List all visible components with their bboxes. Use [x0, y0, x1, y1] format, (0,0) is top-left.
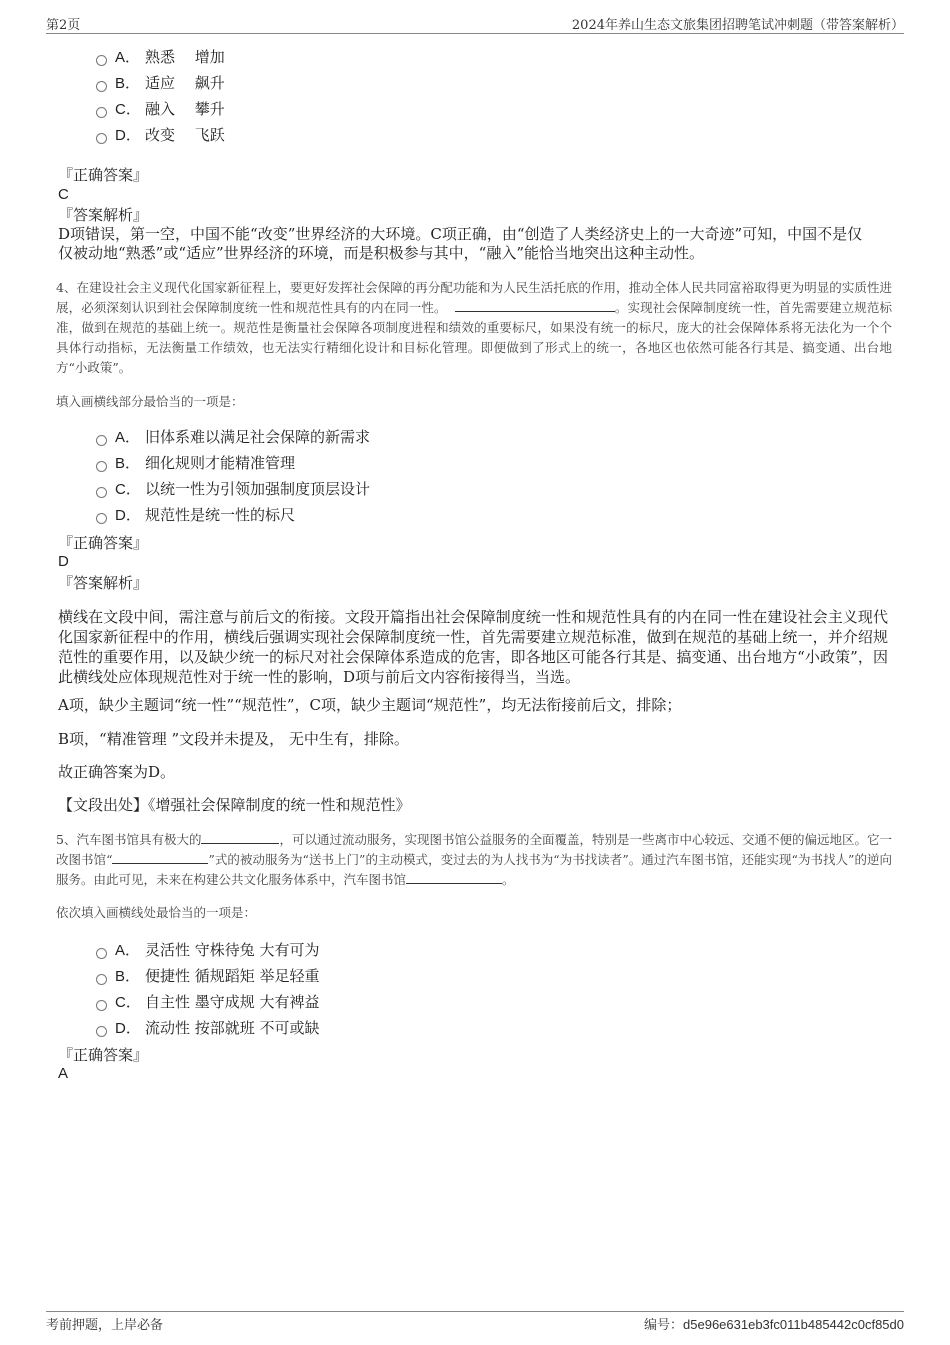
q4-analysis-para-2: A项，缺少主题词“统一性”“规范性”，C项，缺少主题词“规范性”，均无法衔接前后文，排除； — [58, 696, 682, 714]
header-divider — [46, 33, 904, 34]
page-header — [0, 0, 950, 34]
radio-icon[interactable] — [96, 974, 107, 985]
radio-icon[interactable] — [96, 1026, 107, 1037]
q5-option-a[interactable]: A． 灵活性 守株待兔 大有可为 — [96, 937, 320, 963]
fill-blank — [112, 851, 208, 864]
q5-option-b[interactable]: B． 便捷性 循规蹈矩 举足轻重 — [96, 963, 320, 989]
q4-analysis-para-4: 故正确答案为D。 — [58, 763, 176, 781]
q5-stem: 5、汽车图书馆具有极大的 ，可以通过流动服务，实现图书馆公益服务的全面覆盖，特别是一些离市中心较远、交通不便的偏远地区。它一改图书馆“ ”式的被动服务为“送书上门”的主动模式，变过去的为人找书为“为书找读者”。通过汽车图书馆，还能实现“为书找人”的逆向服务。由此可见，未来在构建公共文化服务体系中，汽车图书馆 。 — [56, 832, 892, 887]
document-title: 2024年养山生态文旅集团招聘笔试冲刺题（带答案解析） — [571, 18, 904, 33]
q5-prompt: 依次填入画横线处最恰当的一项是： — [56, 905, 257, 920]
q3-option-a[interactable]: A． 熟悉 增加 — [96, 44, 225, 70]
q3-analysis-label: 『答案解析』 — [58, 206, 149, 224]
page-number: 第2页 — [46, 18, 81, 33]
radio-icon[interactable] — [96, 55, 107, 66]
q3-answer: C — [58, 186, 69, 203]
q4-analysis-para-1: 横线在文段中间，需注意与前后文的衔接。文段开篇指出社会保障制度统一性和规范性具有的内在同一性在建设社会主义现代化国家新征程中的作用，横线后强调实现社会保障制度统一性，首先需要建立规范标准，做到在规范的基础上统一，并介绍规范性的重要作用，以及缺少统一的标尺对社会保障体系造成的危害，即各地区可能各行其是、搞变通、出台地方“小政策”，因此横线处应体现规范性对于统一性的影响，D项与前后文内容衔接得当，当选。 — [58, 608, 888, 686]
q5-answer: A — [58, 1065, 69, 1082]
q4-option-b[interactable]: B． 细化规则才能精准管理 — [96, 450, 370, 476]
footer-divider — [46, 1311, 904, 1312]
radio-icon[interactable] — [96, 513, 107, 524]
footer-code: 编号：d5e96e631eb3fc011b485442c0cf85d0 — [644, 1317, 904, 1333]
q5-options — [96, 937, 320, 1041]
q4-analysis-label: 『答案解析』 — [58, 574, 149, 592]
radio-icon[interactable] — [96, 948, 107, 959]
fill-blank — [455, 299, 615, 312]
q3-option-d[interactable]: D． 改变 飞跃 — [96, 122, 225, 148]
q5-answer-label: 『正确答案』 — [58, 1046, 149, 1064]
fill-blank — [406, 871, 502, 884]
q4-source: 【文段出处】《增强社会保障制度的统一性和规范性》 — [58, 796, 411, 814]
q4-option-d[interactable]: D． 规范性是统一性的标尺 — [96, 502, 370, 528]
q4-option-a[interactable]: A． 旧体系难以满足社会保障的新需求 — [96, 424, 370, 450]
fill-blank — [201, 831, 279, 844]
radio-icon[interactable] — [96, 461, 107, 472]
radio-icon[interactable] — [96, 487, 107, 498]
radio-icon[interactable] — [96, 1000, 107, 1011]
q5-option-c[interactable]: C． 自主性 墨守成规 大有裨益 — [96, 989, 320, 1015]
q3-options — [96, 44, 225, 148]
radio-icon[interactable] — [96, 435, 107, 446]
q3-analysis-line-1: D项错误，第一空，中国不能“改变”世界经济的大环境。C项正确，由“创造了人类经济史上的一大奇迹”可知，中国不是仅 — [58, 225, 863, 243]
q3-answer-label: 『正确答案』 — [58, 166, 149, 184]
q4-analysis-para-3: B项，“精准管理 ”文段并未提及， 无中生有，排除。 — [58, 730, 409, 748]
q4-option-c[interactable]: C． 以统一性为引领加强制度顶层设计 — [96, 476, 370, 502]
radio-icon[interactable] — [96, 133, 107, 144]
radio-icon[interactable] — [96, 107, 107, 118]
footer-slogan: 考前押题，上岸必备 — [46, 1318, 164, 1333]
q3-analysis-line-2: 仅被动地“熟悉”或“适应”世界经济的环境，而是积极参与其中，“融入”能恰当地突出这种主动性。 — [58, 244, 705, 262]
q4-prompt: 填入画横线部分最恰当的一项是： — [56, 394, 244, 409]
q4-stem: 4、在建设社会主义现代化国家新征程上，要更好发挥社会保障的再分配功能和为人民生活托底的作用，推动全体人民共同富裕取得更为明显的实质性进展，必须深刻认识到社会保障制度统一性和规范性具有的内在同一性。 。实现社会保障制度统一性，首先需要建立规范标准，做到在规范的基础上统一。规范性是衡量社会保障各项制度进程和绩效的重要标尺，如果没有统一的标尺，庞大的社会保障体系将无法化为一个个具体行动指标，无法衡量工作绩效，也无法实行精细化设计和目标化管理。即便做到了形式上的统一，各地区也依然可能各行其是、搞变通、出台地方“小政策”。 — [56, 280, 892, 375]
radio-icon[interactable] — [96, 81, 107, 92]
q4-answer: D — [58, 553, 69, 570]
q3-option-b[interactable]: B． 适应 飙升 — [96, 70, 225, 96]
q5-option-d[interactable]: D． 流动性 按部就班 不可或缺 — [96, 1015, 320, 1041]
q4-answer-label: 『正确答案』 — [58, 534, 149, 552]
q4-options — [96, 424, 370, 528]
q3-option-c[interactable]: C． 融入 攀升 — [96, 96, 225, 122]
